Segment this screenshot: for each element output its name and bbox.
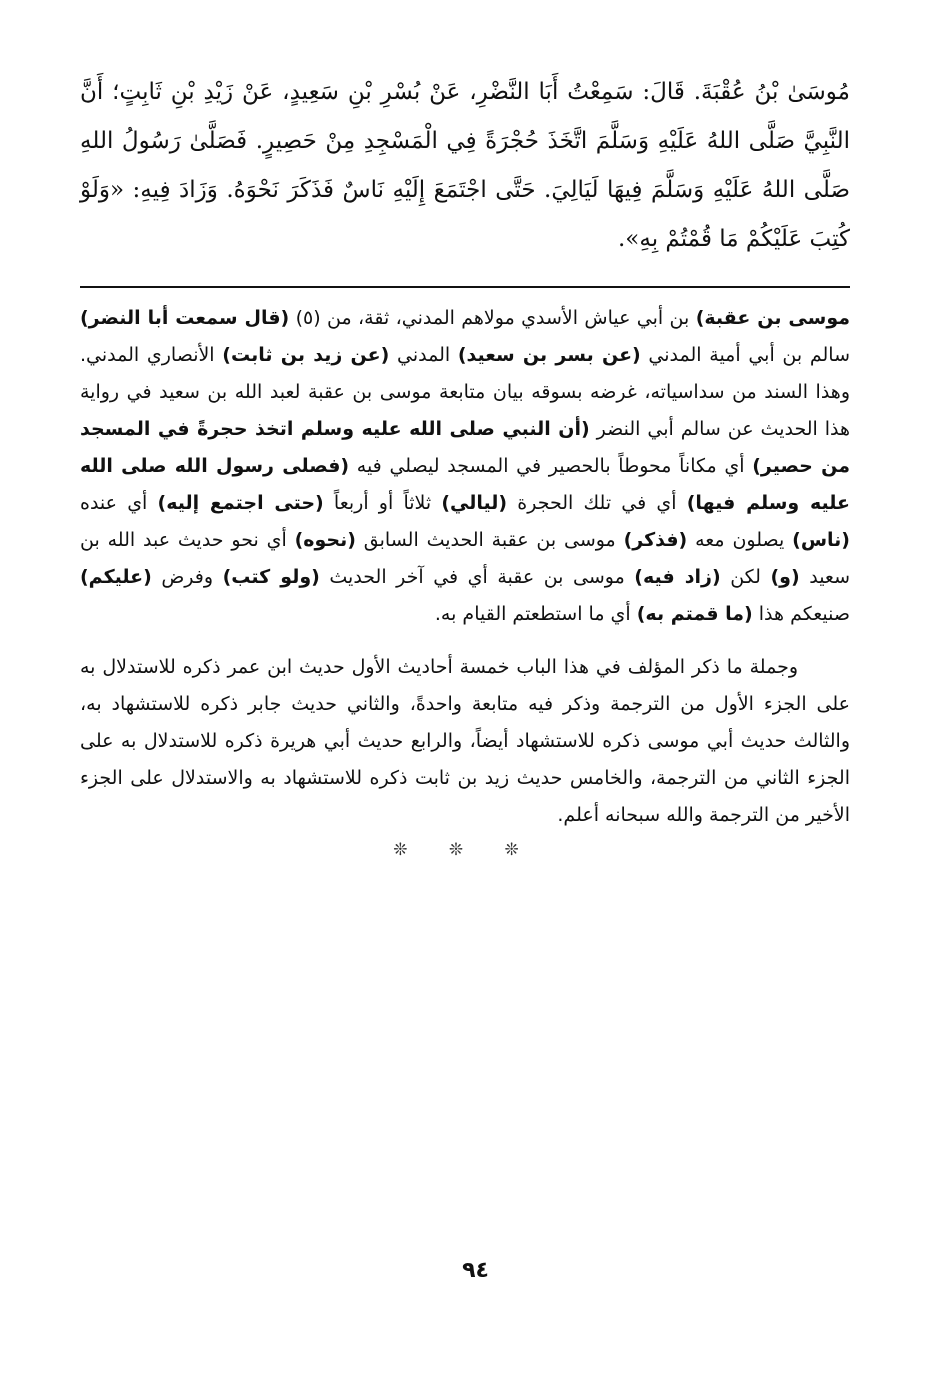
- commentary-text: أي عنده: [80, 492, 158, 514]
- commentary-bold: (عن بسر بن سعيد): [457, 344, 641, 366]
- hadith-text: مُوسَىٰ بْنُ عُقْبَةَ. قَالَ: سَمِعْتُ أَبَا النَّضْرِ، عَنْ بُسْرِ بْنِ سَعِيدٍ، عَنْ زَيْدِ بْنِ ثَابِتٍ؛ أَنَّ النَّبِيَّ صَلَّى اللهُ عَلَيْهِ وَسَلَّمَ اتَّخَذَ حُجْرَةً فِي الْمَسْجِدِ مِنْ حَصِيرٍ. فَصَلَّىٰ رَسُولُ اللهِ صَلَّى اللهُ عَلَيْهِ وَسَلَّمَ فِيهَا لَيَالِيَ. حَتَّى اجْتَمَعَ إِلَيْهِ نَاسٌ فَذَكَرَ نَحْوَهُ. وَزَادَ فِيهِ: «وَلَوْ كُتِبَ عَلَيْكُمْ مَا قُمْتُمْ بِهِ».: [80, 79, 851, 252]
- commentary-text: أي مكاناً محوطاً بالحصير في المسجد ليصلي فيه: [349, 455, 753, 477]
- footnote-divider: [80, 286, 850, 288]
- section-ornament: ❊ ❊ ❊: [393, 840, 537, 860]
- commentary-bold: (ولو كتب): [222, 566, 320, 588]
- commentary-text: لكن: [720, 566, 771, 588]
- commentary-bold: (فصلى رسول الله صلى الله عليه وسلم فيها): [80, 455, 851, 514]
- commentary-bold: (زاد فيه): [634, 566, 721, 588]
- commentary-bold: (أن النبي صلى الله عليه وسلم اتخذ حجرةً في المسجد من حصير): [80, 418, 850, 477]
- commentary-text: أي في تلك الحجرة: [507, 492, 687, 514]
- commentary-text: موسى بن عقبة الحديث السابق: [355, 529, 624, 551]
- commentary-text: الأنصاري المدني. وهذا السند من سداسياته، غرضه بسوقه بيان متابعة موسى بن عقبة لعبد الله بن سعيد في رواية هذا الحديث عن سالم أبي النضر: [80, 344, 851, 440]
- commentary-bold: (عليكم): [80, 566, 152, 588]
- page-number: ٩٤: [462, 1258, 489, 1283]
- commentary-bold: (ناس): [792, 529, 850, 551]
- commentary-bold: (حتى اجتمع إليه): [157, 492, 324, 514]
- commentary-paragraph: [80, 300, 850, 633]
- commentary-text: سالم بن أبي أمية المدني: [640, 344, 850, 366]
- commentary-bold: (قال سمعت أبا النضر): [80, 307, 290, 329]
- commentary-text: يصلون معه: [687, 529, 793, 551]
- commentary-text: ثلاثاً أو أربعاً: [323, 492, 442, 514]
- commentary-text: أي نحو حديث عبد الله بن سعيد: [80, 529, 851, 588]
- commentary-bold: (نحوه): [294, 529, 356, 551]
- commentary-bold: (ليالي): [441, 492, 508, 514]
- commentary-bold: (ما قمتم به): [636, 603, 753, 625]
- commentary-bold: موسى بن عقبة): [695, 307, 851, 329]
- commentary-bold: (فذكر): [623, 529, 688, 551]
- commentary-text: موسى بن عقبة أي في آخر الحديث: [319, 566, 635, 588]
- chapter-summary: وجملة ما ذكر المؤلف في هذا الباب خمسة أحاديث الأول حديث ابن عمر ذكره للاستدلال به على الجزء الأول من الترجمة وذكر فيه متابعة واحدةً، والثاني حديث جابر ذكره للاستشهاد به، والثالث حديث أبي موسى ذكره للاستشهاد أيضاً، والرابع حديث أبي هريرة ذكره للاستدلال به على الجزء الثاني من الترجمة، والخامس حديث زيد بن ثابت ذكره للاستشهاد به والاستدلال على الجزء الأخير من الترجمة والله سبحانه أعلم.: [80, 656, 850, 826]
- page-body: [80, 68, 850, 860]
- commentary-bold: (عن زيد بن ثابت): [222, 344, 390, 366]
- commentary-text: وفرض: [151, 566, 223, 588]
- commentary-text: المدني: [389, 344, 458, 366]
- commentary-bold: (و): [770, 566, 800, 588]
- commentary-text: بن أبي عياش الأسدي مولاهم المدني، ثقة، من (٥): [289, 307, 696, 329]
- commentary-text: صنيعكم هذا: [752, 603, 850, 625]
- commentary-text: أي ما استطعتم القيام به.: [434, 603, 637, 625]
